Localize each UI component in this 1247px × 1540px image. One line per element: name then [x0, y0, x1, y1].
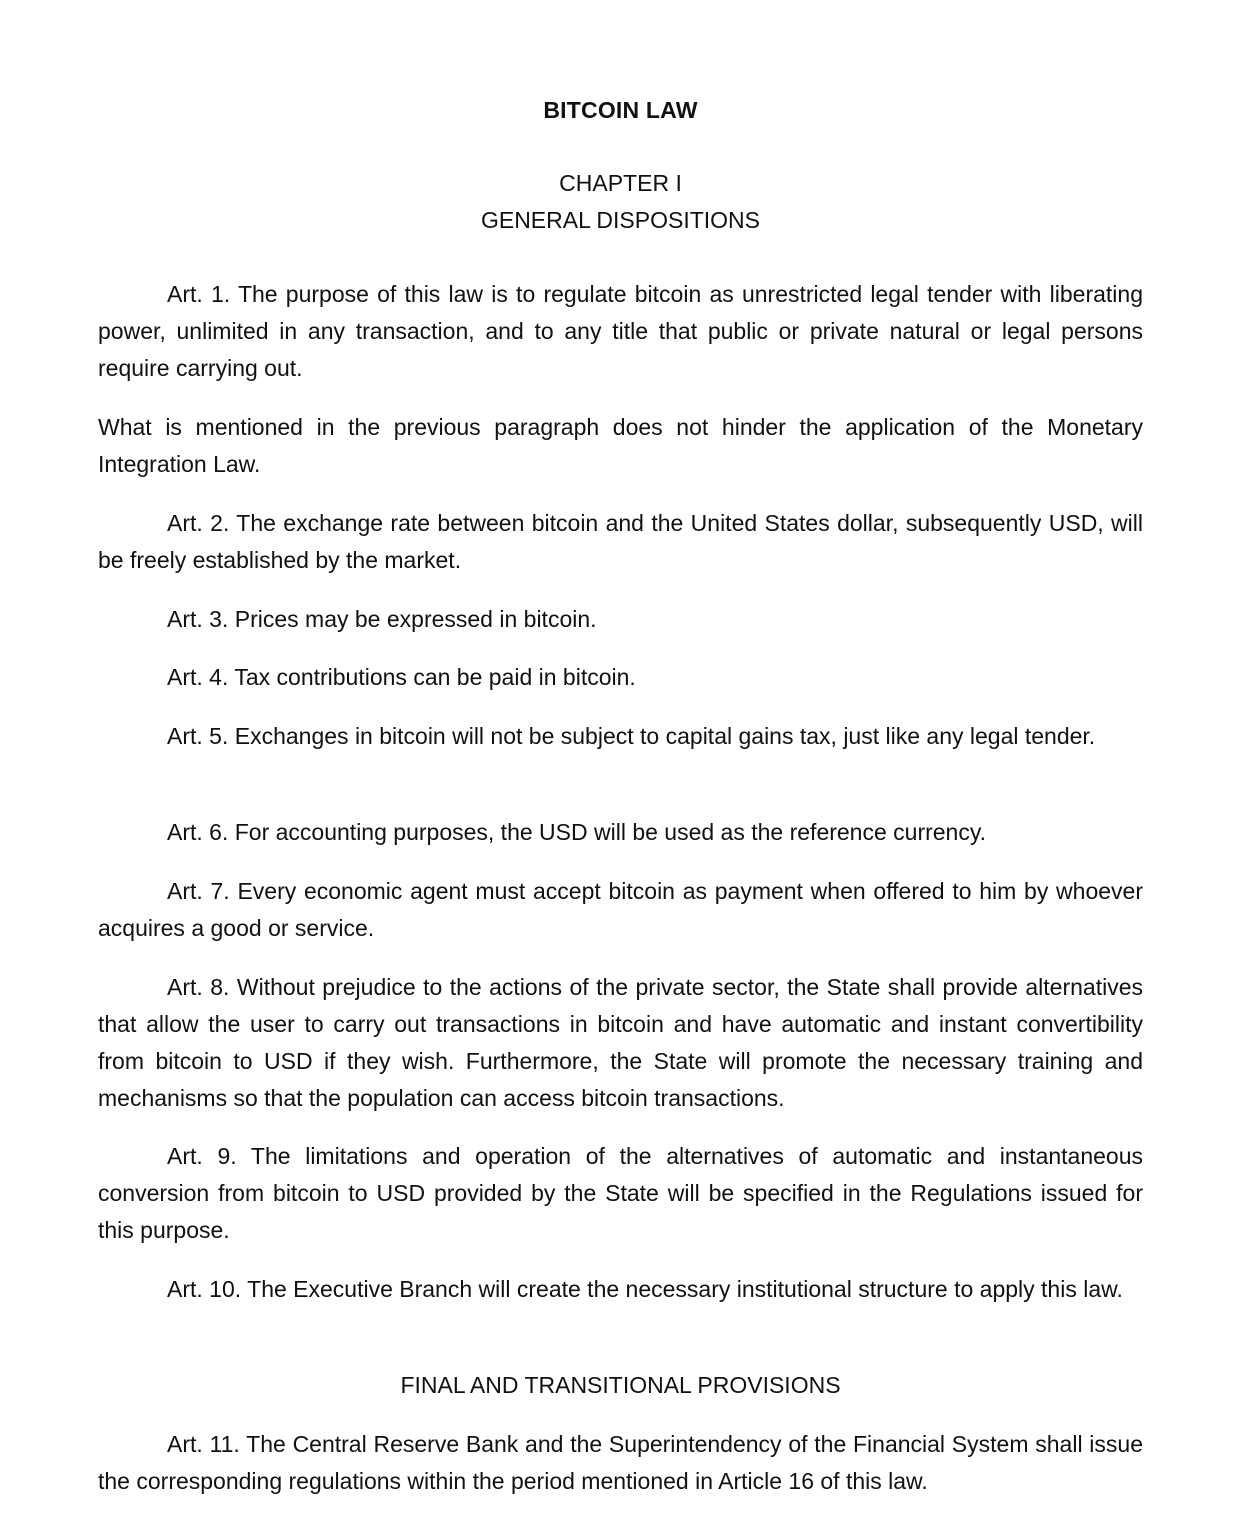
article-text: Prices may be expressed in bitcoin.: [234, 606, 597, 632]
article-4: [98, 659, 1143, 696]
document-title: BITCOIN LAW: [543, 97, 698, 123]
article-text: For accounting purposes, the USD will be used as the reference currency.: [234, 819, 987, 845]
article-label: Art. 9.: [167, 1143, 237, 1169]
article-11: [98, 1426, 1143, 1500]
article-label: Art. 10.: [167, 1276, 242, 1302]
article-label: Art. 5.: [167, 723, 229, 749]
article-text: What is mentioned in the previous paragraph does not hinder the application of the Monetary Integration Law.: [98, 414, 1143, 477]
article-text: Every economic agent must accept bitcoin as payment when offered to him by whoever acquires a good or service.: [98, 878, 1143, 941]
article-label: Art. 8.: [167, 974, 230, 1000]
chapter-number: CHAPTER I: [559, 170, 682, 196]
article-label: Art. 3.: [167, 606, 229, 632]
article-1: [98, 276, 1143, 387]
article-text: The limitations and operation of the alternatives of automatic and instantaneous conversion from bitcoin to USD provided by the State will be specified in the Regulations issued for this purpose.: [98, 1143, 1144, 1243]
article-text: Tax contributions can be paid in bitcoin.: [234, 664, 636, 690]
article-text: Exchanges in bitcoin will not be subject to capital gains tax, just like any legal tender.: [234, 723, 1096, 749]
final-provisions-heading: FINAL AND TRANSITIONAL PROVISIONS: [400, 1372, 841, 1398]
article-9: [98, 1138, 1143, 1249]
article-label: Art. 1.: [167, 281, 231, 307]
article-label: Art. 4.: [167, 664, 229, 690]
article-label: Art. 11.: [167, 1431, 240, 1457]
article-text: The exchange rate between bitcoin and the United States dollar, subsequently USD, will be freely established by the market.: [98, 510, 1143, 573]
article-3: [98, 601, 1143, 638]
article-10: [98, 1271, 1143, 1308]
article-text: The Executive Branch will create the necessary institutional structure to apply this law.: [247, 1276, 1123, 1302]
article-1-paragraph-2: [98, 409, 1143, 483]
article-8: [98, 969, 1143, 1117]
article-text: Without prejudice to the actions of the private sector, the State shall provide alternatives that allow the user to carry out transactions in bitcoin and have automatic and instant convertibility from bitcoin to USD if they wish. Furthermore, the State will promote the necessary training and mechanisms so that the population can access bitcoin transactions.: [98, 974, 1144, 1111]
chapter-name: GENERAL DISPOSITIONS: [480, 207, 761, 233]
article-2: [98, 505, 1143, 579]
article-5: [98, 718, 1143, 755]
article-label: Art. 6.: [167, 819, 229, 845]
article-label: Art. 2.: [167, 510, 230, 536]
article-text: The purpose of this law is to regulate bitcoin as unrestricted legal tender with liberating power, unlimited in any transaction, and to any title that public or private natural or legal persons require carrying out.: [98, 281, 1143, 381]
article-label: Art. 7.: [167, 878, 230, 904]
chapter-heading: [98, 165, 1143, 239]
article-6: [98, 814, 1143, 851]
article-7: [98, 873, 1143, 947]
article-text: The Central Reserve Bank and the Superintendency of the Financial System shall issue the corresponding regulations within the period mentioned in Article 16 of this law.: [98, 1431, 1144, 1494]
